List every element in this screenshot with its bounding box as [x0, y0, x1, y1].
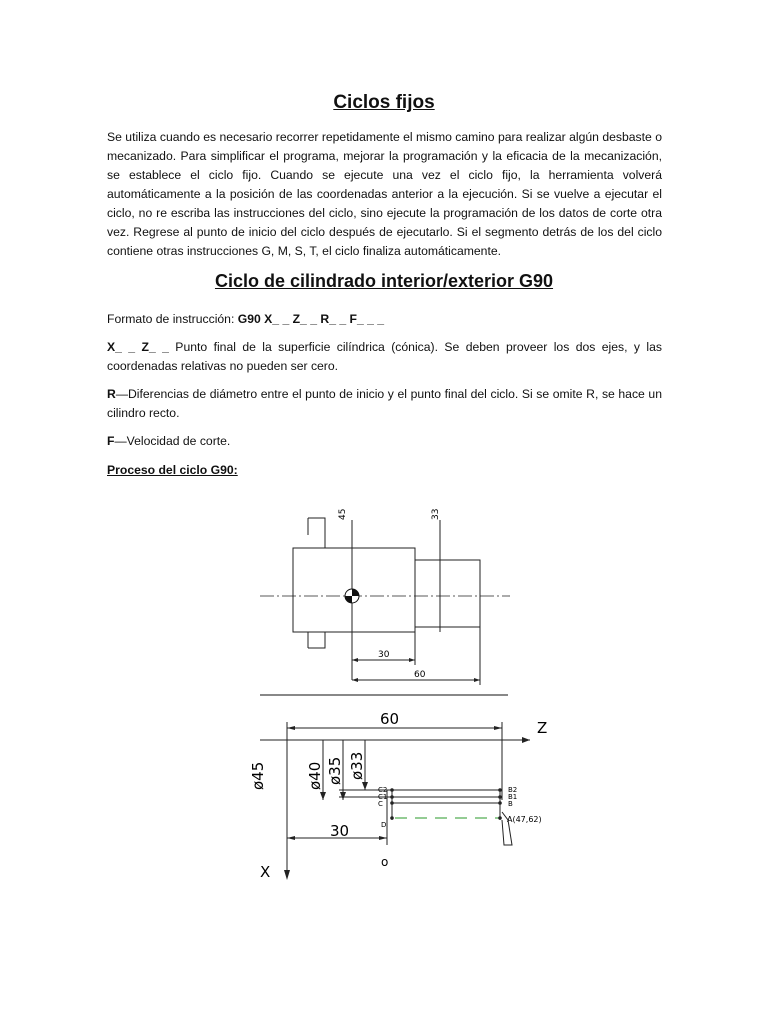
- section-title: Ciclo de cilindrado interior/exterior G90: [214, 271, 554, 291]
- xz-text: Punto final de la superficie cilíndrica (cónica). Se deben proveer los dos ejes, y las coordenadas relativas no pueden ser cero.: [107, 340, 662, 373]
- xz-term: X_ _ Z_ _: [107, 340, 169, 354]
- dim-60-label: 60: [380, 710, 400, 728]
- format-label: Formato de instrucción:: [107, 312, 238, 326]
- dim-45-label: 45: [338, 508, 348, 520]
- axis-x-label: X: [260, 863, 271, 881]
- format-code: G90 X_ _ Z_ _ R_ _ F_ _ _: [237, 312, 385, 326]
- page-title: Ciclos fijos: [333, 92, 435, 113]
- r-term: R: [107, 387, 116, 401]
- dim-33-label: 33: [431, 508, 441, 520]
- point-a-label: A(47,62): [507, 815, 542, 824]
- dia-35-label: ø35: [326, 756, 344, 785]
- f-term: F: [107, 434, 115, 448]
- dim-30-label: 30: [330, 822, 350, 840]
- r-text: —Diferencias de diámetro entre el punto de inicio y el punto final del ciclo. Si se omite R, se hace un cilindro recto.: [107, 387, 662, 420]
- f-text: —Velocidad de corte.: [114, 434, 231, 448]
- dia-40-label: ø40: [306, 761, 324, 790]
- dim-60-label: 60: [414, 670, 426, 680]
- point-c1-label: C1: [378, 793, 388, 801]
- point-b2-label: B2: [508, 786, 518, 794]
- axis-z-label: Z: [537, 719, 548, 737]
- point-c-label: C: [378, 800, 383, 808]
- intro-paragraph: Se utiliza cuando es necesario recorrer repetidamente el mismo camino para realizar algún desbaste o mecanizado. Para simplificar el programa, mejorar la programación y la eficacia de la mecanización, se establece el ciclo fijo. Cuando se ejecute una vez el ciclo fijo, la herramienta volverá automáticamente a la posición de las coordenadas anterior a la ejecución. Si se vuelve a ejecutar el ciclo, no re escriba las instrucciones del ciclo, sino ejecute la programación de los datos de corte otra vez. Regrese al punto de inicio del ciclo después de ejecutarlo. Si el segmento detrás de los del ciclo contiene otras instrucciones G, M, S, T, el ciclo finaliza automáticamente.: [107, 130, 662, 258]
- dia-45-label: ø45: [249, 761, 267, 790]
- dia-33-label: ø33: [348, 751, 366, 780]
- point-d-label: D: [381, 821, 387, 829]
- point-c2-label: C2: [378, 786, 388, 794]
- origin-label: o: [381, 855, 389, 869]
- point-b1-label: B1: [508, 793, 518, 801]
- process-heading: Proceso del ciclo G90:: [107, 463, 238, 477]
- dim-30-label: 30: [378, 650, 390, 660]
- point-b-label: B: [508, 800, 513, 808]
